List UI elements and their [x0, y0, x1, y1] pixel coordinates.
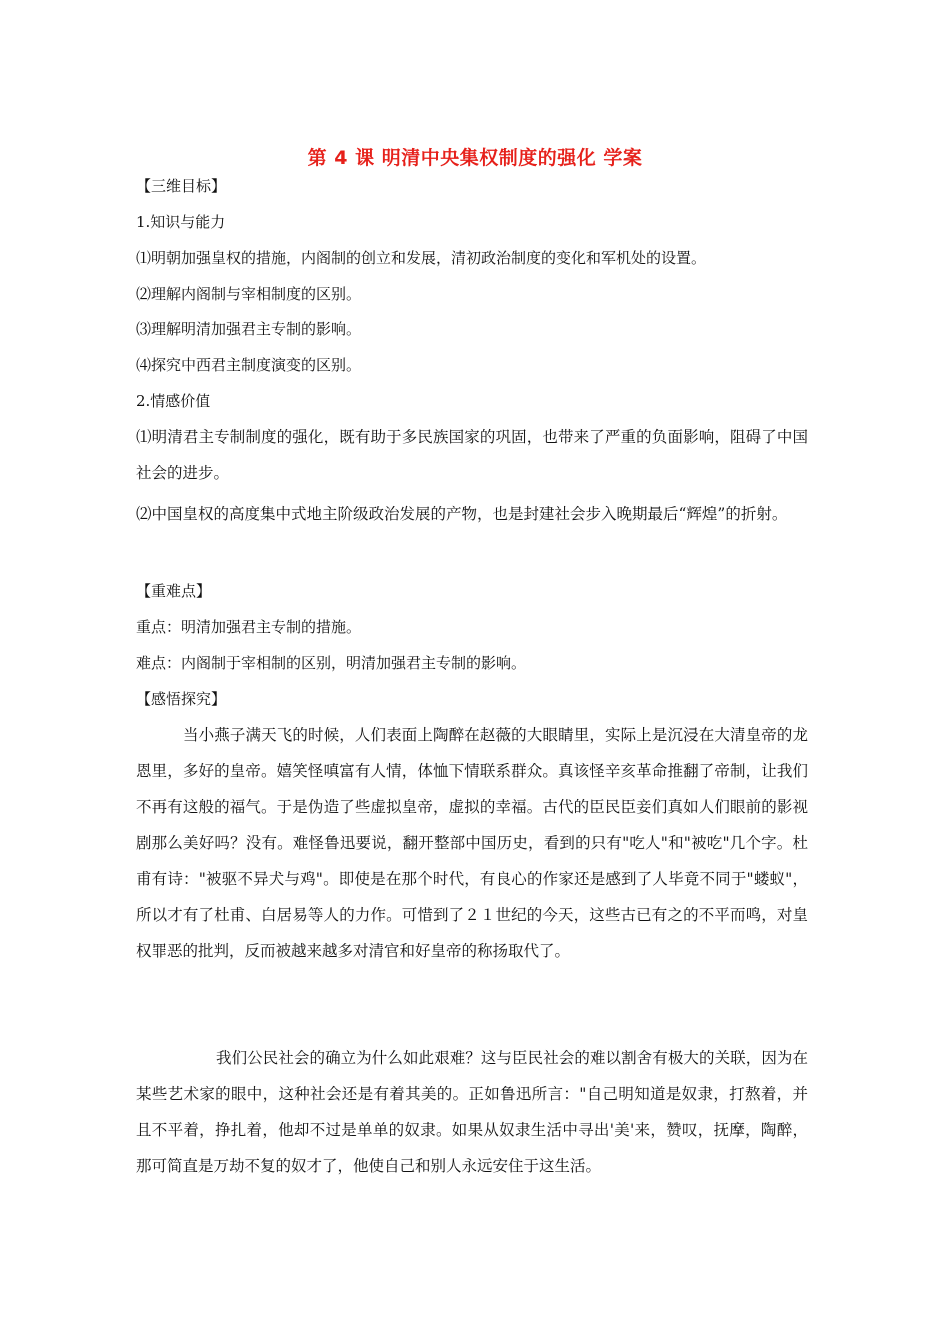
explore-paragraph-1: 当小燕子满天飞的时候，人们表面上陶醉在赵薇的大眼睛里，实际上是沉浸在大清皇帝的龙恩里，多好的皇帝。嬉笑怪嗔富有人情，体恤下情联系群众。真该怪辛亥革命推翻了帝制，让我们不再有这般的福气。于是伪造了些虚拟皇帝，虚拟的幸福。古代的臣民臣妾们真如人们眼前的影视剧那么美好吗？没有。难怪鲁迅要说，翻开整部中国历史，看到的只有"吃人"和"被吃"几个字。杜甫有诗："被驱不异犬与鸡"。即使是在那个时代，有良心的作家还是感到了人毕竟不同于"蝼蚁"，所以才有了杜甫、白居易等人的力作。可惜到了２１世纪的今天，这些古已有之的不平而鸣，对皇权罪恶的批判，反而被越来越多对清官和好皇帝的称扬取代了。	[136, 726, 808, 960]
key-difficult-heading: 【重难点】	[136, 582, 212, 600]
page-title: 第 4 课 明清中央集权制度的强化 学案	[307, 147, 643, 169]
explore-heading: 【感悟探究】	[136, 690, 227, 708]
emotion-item-2: ⑵中国皇权的高度集中式地主阶级政治发展的产物，也是封建社会步入晚期最后“辉煌”的折射。	[136, 505, 788, 523]
knowledge-item-2: ⑵理解内阁制与宰相制度的区别。	[136, 285, 362, 303]
emotion-item-1: ⑴明清君主专制制度的强化，既有助于多民族国家的巩固，也带来了严重的负面影响，阻碍了中国社会的进步。	[136, 428, 808, 482]
difficult-point: 难点：内阁制于宰相制的区别，明清加强君主专制的影响。	[136, 654, 527, 672]
knowledge-item-3: ⑶理解明清加强君主专制的影响。	[136, 320, 362, 338]
knowledge-heading: 1.知识与能力	[136, 213, 226, 231]
explore-paragraph-2: 我们公民社会的确立为什么如此艰难？这与臣民社会的难以割舍有极大的关联，因为在某些艺术家的眼中，这种社会还是有着其美的。正如鲁迅所言："自己明知道是奴隶，打熬着，并且不平着，挣扎着，他却不过是单单的奴隶。如果从奴隶生活中寻出'美'来，赞叹，抚摩，陶醉，那可简直是万劫不复的奴才了，他使自己和别人永远安住于这生活。	[136, 1049, 808, 1175]
knowledge-item-4: ⑷探究中西君主制度演变的区别。	[136, 356, 362, 374]
knowledge-item-1: ⑴明朝加强皇权的措施，内阁制的创立和发展，清初政治制度的变化和军机处的设置。	[136, 249, 707, 267]
goals-heading: 【三维目标】	[136, 177, 227, 195]
key-point: 重点：明清加强君主专制的措施。	[136, 618, 362, 636]
emotion-heading: 2.情感价值	[136, 392, 211, 410]
